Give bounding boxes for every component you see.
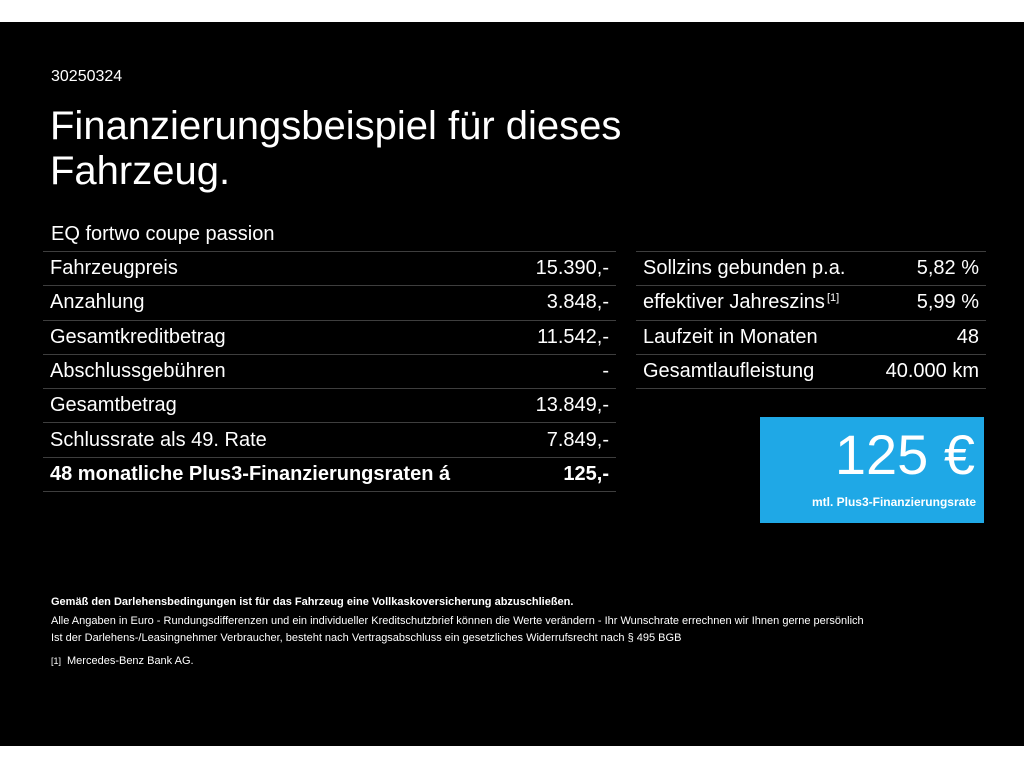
row-label: Laufzeit in Monaten <box>636 320 866 354</box>
title-line-2: Fahrzeug. <box>50 149 231 193</box>
table-row <box>43 320 616 354</box>
footnote-text: Mercedes-Benz Bank AG. <box>67 655 194 667</box>
footnote-mark: [1] <box>51 656 62 666</box>
rate-label: mtl. Plus3-Finanzierungsrate <box>811 495 976 509</box>
footnote-reference: [1] <box>826 292 840 305</box>
financing-table <box>43 251 616 492</box>
rate-amount: 125 € <box>834 423 975 486</box>
row-label: Abschlussgebühren <box>43 354 503 388</box>
row-value: 3.848,- <box>503 286 616 320</box>
row-label: 48 monatliche Plus3-Finanzierungsraten á <box>43 457 503 491</box>
table-row <box>43 389 616 423</box>
row-label: Fahrzeugpreis <box>43 252 503 286</box>
vehicle-model: EQ fortwo coupe passion <box>51 223 275 245</box>
table-row <box>43 252 616 286</box>
row-value: 125,- <box>503 457 616 491</box>
disclaimer-line-1: Alle Angaben in Euro - Rundungsdifferenzen und ein individueller Kreditschutzbrief können die Werte verändern - Ihr Wunschrate errechnen wir Ihnen gerne persönlich <box>51 615 864 627</box>
row-value: 5,82 % <box>866 252 986 286</box>
table-row <box>636 320 986 354</box>
title-line-1: Finanzierungsbeispiel für dieses <box>50 104 622 148</box>
row-value: 48 <box>866 320 986 354</box>
row-label: Gesamtbetrag <box>43 389 503 423</box>
row-label: Sollzins gebunden p.a. <box>636 252 866 286</box>
row-value: 40.000 km <box>866 354 986 388</box>
document-id: 30250324 <box>51 68 123 85</box>
row-value: - <box>503 354 616 388</box>
footnote <box>51 653 981 670</box>
disclaimer-line-2: Ist der Darlehens-/Leasingnehmer Verbraucher, besteht nach Vertragsabschluss ein gesetzliches Widerrufsrecht nach § 495 BGB <box>51 632 682 644</box>
insurance-note: Gemäß den Darlehensbedingungen ist für das Fahrzeug eine Vollkaskoversicherung abzuschließen. <box>51 596 574 608</box>
page-title <box>50 104 750 194</box>
interest-table <box>636 251 986 389</box>
table-row <box>636 252 986 286</box>
table-row <box>43 354 616 388</box>
monthly-rate-box <box>760 417 984 523</box>
row-label <box>636 286 866 320</box>
row-label: Gesamtlaufleistung <box>636 354 866 388</box>
row-label: Gesamtkreditbetrag <box>43 320 503 354</box>
row-label: Schlussrate als 49. Rate <box>43 423 503 457</box>
row-label: Anzahlung <box>43 286 503 320</box>
table-row <box>636 354 986 388</box>
table-row-monthly-rate <box>43 457 616 491</box>
legal-notes <box>51 594 981 670</box>
row-value: 13.849,- <box>503 389 616 423</box>
row-label-text: effektiver Jahreszins <box>643 291 825 314</box>
row-value: 5,99 % <box>866 286 986 320</box>
row-value: 7.849,- <box>503 423 616 457</box>
row-value: 15.390,- <box>503 252 616 286</box>
table-row <box>43 423 616 457</box>
row-value: 11.542,- <box>503 320 616 354</box>
table-row <box>636 286 986 320</box>
table-row <box>43 286 616 320</box>
finance-slide <box>0 22 1024 746</box>
